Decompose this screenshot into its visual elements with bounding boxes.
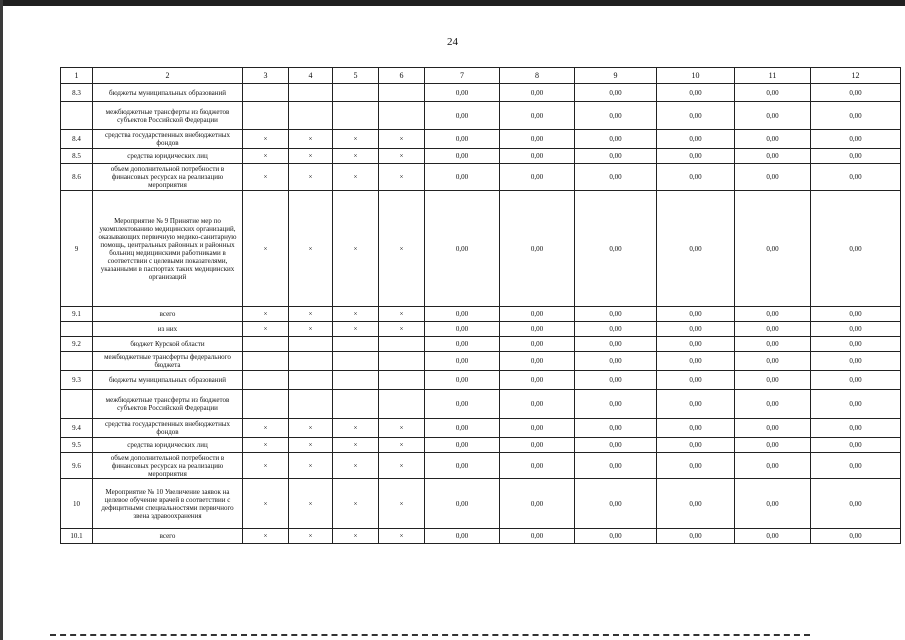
value-cell: 0,00 bbox=[575, 322, 657, 337]
value-cell: 0,00 bbox=[575, 337, 657, 352]
mark-cell bbox=[379, 352, 425, 371]
row-number bbox=[61, 390, 93, 419]
table-row bbox=[61, 390, 901, 419]
column-header: 9 bbox=[575, 68, 657, 84]
value-cell: 0,00 bbox=[811, 322, 901, 337]
budget-table bbox=[60, 67, 901, 544]
mark-cell bbox=[379, 390, 425, 419]
column-header: 2 bbox=[93, 68, 243, 84]
mark-cell: × bbox=[289, 529, 333, 544]
value-cell: 0,00 bbox=[500, 102, 575, 130]
value-cell: 0,00 bbox=[425, 164, 500, 191]
mark-cell bbox=[289, 84, 333, 102]
mark-cell: × bbox=[379, 453, 425, 479]
mark-cell bbox=[243, 102, 289, 130]
mark-cell bbox=[243, 337, 289, 352]
value-cell: 0,00 bbox=[575, 84, 657, 102]
value-cell: 0,00 bbox=[735, 322, 811, 337]
row-number: 10 bbox=[61, 479, 93, 529]
value-cell: 0,00 bbox=[657, 164, 735, 191]
mark-cell bbox=[379, 102, 425, 130]
value-cell: 0,00 bbox=[735, 84, 811, 102]
value-cell: 0,00 bbox=[811, 307, 901, 322]
value-cell: 0,00 bbox=[500, 130, 575, 149]
mark-cell: × bbox=[333, 438, 379, 453]
value-cell: 0,00 bbox=[657, 84, 735, 102]
column-header: 11 bbox=[735, 68, 811, 84]
row-label: из них bbox=[93, 322, 243, 337]
mark-cell: × bbox=[289, 307, 333, 322]
row-number: 8.5 bbox=[61, 149, 93, 164]
row-number: 9.2 bbox=[61, 337, 93, 352]
mark-cell: × bbox=[379, 479, 425, 529]
mark-cell: × bbox=[243, 307, 289, 322]
mark-cell: × bbox=[289, 419, 333, 438]
mark-cell: × bbox=[379, 130, 425, 149]
mark-cell bbox=[289, 337, 333, 352]
value-cell: 0,00 bbox=[811, 419, 901, 438]
row-number: 9.1 bbox=[61, 307, 93, 322]
mark-cell: × bbox=[379, 149, 425, 164]
mark-cell: × bbox=[289, 149, 333, 164]
mark-cell: × bbox=[243, 453, 289, 479]
row-number: 9.5 bbox=[61, 438, 93, 453]
mark-cell: × bbox=[333, 191, 379, 307]
table-row bbox=[61, 371, 901, 390]
value-cell: 0,00 bbox=[500, 438, 575, 453]
mark-cell: × bbox=[243, 479, 289, 529]
mark-cell: × bbox=[289, 438, 333, 453]
value-cell: 0,00 bbox=[425, 529, 500, 544]
column-header: 10 bbox=[657, 68, 735, 84]
mark-cell: × bbox=[289, 479, 333, 529]
row-number: 8.3 bbox=[61, 84, 93, 102]
value-cell: 0,00 bbox=[657, 438, 735, 453]
value-cell: 0,00 bbox=[735, 419, 811, 438]
value-cell: 0,00 bbox=[735, 371, 811, 390]
column-header: 6 bbox=[379, 68, 425, 84]
column-header: 4 bbox=[289, 68, 333, 84]
value-cell: 0,00 bbox=[575, 191, 657, 307]
value-cell: 0,00 bbox=[425, 149, 500, 164]
table-row bbox=[61, 479, 901, 529]
value-cell: 0,00 bbox=[500, 149, 575, 164]
row-label: бюджет Курской области bbox=[93, 337, 243, 352]
column-header: 7 bbox=[425, 68, 500, 84]
mark-cell: × bbox=[333, 453, 379, 479]
table-row bbox=[61, 337, 901, 352]
value-cell: 0,00 bbox=[735, 479, 811, 529]
table-row bbox=[61, 102, 901, 130]
value-cell: 0,00 bbox=[657, 529, 735, 544]
scan-edge-left bbox=[0, 0, 3, 640]
page-number: 24 bbox=[447, 36, 458, 48]
value-cell: 0,00 bbox=[500, 479, 575, 529]
value-cell: 0,00 bbox=[500, 307, 575, 322]
row-label: бюджеты муниципальных образований bbox=[93, 371, 243, 390]
row-label: объем дополнительной потребности в финансовых ресурсах на реализацию мероприятия bbox=[93, 164, 243, 191]
row-number: 9 bbox=[61, 191, 93, 307]
value-cell: 0,00 bbox=[811, 337, 901, 352]
table-header-row bbox=[61, 68, 901, 84]
mark-cell bbox=[379, 371, 425, 390]
value-cell: 0,00 bbox=[575, 149, 657, 164]
mark-cell bbox=[289, 390, 333, 419]
value-cell: 0,00 bbox=[735, 453, 811, 479]
row-number: 10.1 bbox=[61, 529, 93, 544]
table-row bbox=[61, 307, 901, 322]
value-cell: 0,00 bbox=[575, 453, 657, 479]
column-header: 5 bbox=[333, 68, 379, 84]
table-row bbox=[61, 84, 901, 102]
mark-cell: × bbox=[379, 438, 425, 453]
mark-cell: × bbox=[289, 130, 333, 149]
column-header: 8 bbox=[500, 68, 575, 84]
scan-edge-bottom bbox=[50, 634, 810, 639]
column-header: 3 bbox=[243, 68, 289, 84]
value-cell: 0,00 bbox=[811, 352, 901, 371]
row-label: средства юридических лиц bbox=[93, 438, 243, 453]
value-cell: 0,00 bbox=[425, 191, 500, 307]
mark-cell: × bbox=[243, 529, 289, 544]
row-label: всего bbox=[93, 307, 243, 322]
row-number: 9.6 bbox=[61, 453, 93, 479]
value-cell: 0,00 bbox=[811, 102, 901, 130]
value-cell: 0,00 bbox=[500, 337, 575, 352]
value-cell: 0,00 bbox=[811, 130, 901, 149]
value-cell: 0,00 bbox=[575, 130, 657, 149]
mark-cell: × bbox=[243, 130, 289, 149]
table-row bbox=[61, 529, 901, 544]
mark-cell: × bbox=[379, 191, 425, 307]
value-cell: 0,00 bbox=[500, 191, 575, 307]
mark-cell bbox=[289, 352, 333, 371]
value-cell: 0,00 bbox=[811, 529, 901, 544]
mark-cell bbox=[289, 371, 333, 390]
value-cell: 0,00 bbox=[575, 371, 657, 390]
table-row bbox=[61, 130, 901, 149]
value-cell: 0,00 bbox=[575, 102, 657, 130]
value-cell: 0,00 bbox=[735, 337, 811, 352]
row-label: межбюджетные трансферты федерального бюджета bbox=[93, 352, 243, 371]
value-cell: 0,00 bbox=[575, 307, 657, 322]
scan-edge-top bbox=[0, 0, 905, 6]
table-row bbox=[61, 322, 901, 337]
mark-cell bbox=[333, 337, 379, 352]
table-row bbox=[61, 149, 901, 164]
mark-cell: × bbox=[289, 453, 333, 479]
mark-cell bbox=[289, 102, 333, 130]
mark-cell: × bbox=[243, 164, 289, 191]
mark-cell bbox=[243, 390, 289, 419]
mark-cell: × bbox=[243, 149, 289, 164]
value-cell: 0,00 bbox=[425, 337, 500, 352]
row-label: бюджеты муниципальных образований bbox=[93, 84, 243, 102]
column-header: 12 bbox=[811, 68, 901, 84]
value-cell: 0,00 bbox=[657, 130, 735, 149]
value-cell: 0,00 bbox=[735, 164, 811, 191]
value-cell: 0,00 bbox=[500, 84, 575, 102]
value-cell: 0,00 bbox=[575, 438, 657, 453]
row-number bbox=[61, 322, 93, 337]
row-label: средства юридических лиц bbox=[93, 149, 243, 164]
value-cell: 0,00 bbox=[657, 371, 735, 390]
value-cell: 0,00 bbox=[500, 419, 575, 438]
value-cell: 0,00 bbox=[425, 438, 500, 453]
mark-cell bbox=[379, 337, 425, 352]
row-number: 9.4 bbox=[61, 419, 93, 438]
value-cell: 0,00 bbox=[575, 419, 657, 438]
value-cell: 0,00 bbox=[811, 438, 901, 453]
mark-cell bbox=[243, 371, 289, 390]
row-number bbox=[61, 352, 93, 371]
value-cell: 0,00 bbox=[425, 479, 500, 529]
value-cell: 0,00 bbox=[657, 419, 735, 438]
mark-cell: × bbox=[379, 164, 425, 191]
mark-cell: × bbox=[379, 322, 425, 337]
mark-cell: × bbox=[333, 164, 379, 191]
row-label: Мероприятие № 10 Увеличение заявок на целевое обучение врачей в соответствии с дефицитными специальностями первичного звена здравоохранения bbox=[93, 479, 243, 529]
value-cell: 0,00 bbox=[500, 322, 575, 337]
value-cell: 0,00 bbox=[575, 529, 657, 544]
value-cell: 0,00 bbox=[811, 149, 901, 164]
value-cell: 0,00 bbox=[811, 371, 901, 390]
value-cell: 0,00 bbox=[735, 438, 811, 453]
row-label: объем дополнительной потребности в финансовых ресурсах на реализацию мероприятия bbox=[93, 453, 243, 479]
table-row bbox=[61, 352, 901, 371]
value-cell: 0,00 bbox=[575, 352, 657, 371]
value-cell: 0,00 bbox=[425, 419, 500, 438]
mark-cell: × bbox=[333, 149, 379, 164]
mark-cell: × bbox=[379, 307, 425, 322]
value-cell: 0,00 bbox=[657, 307, 735, 322]
row-label: Мероприятие № 9 Принятие мер по укомплектованию медицинских организаций, оказывающих первичную медико-санитарную помощь, центральных районных и районных больниц медицинскими работниками в соответствии с целевыми показателями, указанными в паспортах таких медицинских организаций bbox=[93, 191, 243, 307]
mark-cell bbox=[333, 102, 379, 130]
value-cell: 0,00 bbox=[425, 307, 500, 322]
mark-cell: × bbox=[289, 191, 333, 307]
mark-cell bbox=[333, 352, 379, 371]
value-cell: 0,00 bbox=[500, 371, 575, 390]
row-number: 8.6 bbox=[61, 164, 93, 191]
mark-cell: × bbox=[243, 438, 289, 453]
value-cell: 0,00 bbox=[500, 352, 575, 371]
value-cell: 0,00 bbox=[811, 479, 901, 529]
column-header: 1 bbox=[61, 68, 93, 84]
row-number: 8.4 bbox=[61, 130, 93, 149]
value-cell: 0,00 bbox=[657, 191, 735, 307]
value-cell: 0,00 bbox=[657, 322, 735, 337]
value-cell: 0,00 bbox=[500, 390, 575, 419]
value-cell: 0,00 bbox=[735, 390, 811, 419]
value-cell: 0,00 bbox=[735, 149, 811, 164]
mark-cell: × bbox=[333, 307, 379, 322]
value-cell: 0,00 bbox=[500, 453, 575, 479]
value-cell: 0,00 bbox=[425, 453, 500, 479]
value-cell: 0,00 bbox=[425, 130, 500, 149]
mark-cell bbox=[333, 84, 379, 102]
value-cell: 0,00 bbox=[425, 322, 500, 337]
mark-cell: × bbox=[289, 322, 333, 337]
table-row bbox=[61, 419, 901, 438]
mark-cell: × bbox=[333, 322, 379, 337]
value-cell: 0,00 bbox=[425, 371, 500, 390]
value-cell: 0,00 bbox=[500, 529, 575, 544]
value-cell: 0,00 bbox=[657, 102, 735, 130]
row-label: межбюджетные трансферты из бюджетов субъектов Российской Федерации bbox=[93, 102, 243, 130]
value-cell: 0,00 bbox=[425, 102, 500, 130]
table-row bbox=[61, 453, 901, 479]
value-cell: 0,00 bbox=[425, 390, 500, 419]
mark-cell bbox=[379, 84, 425, 102]
value-cell: 0,00 bbox=[735, 307, 811, 322]
value-cell: 0,00 bbox=[575, 164, 657, 191]
mark-cell: × bbox=[243, 419, 289, 438]
value-cell: 0,00 bbox=[735, 191, 811, 307]
mark-cell: × bbox=[333, 479, 379, 529]
mark-cell: × bbox=[379, 529, 425, 544]
value-cell: 0,00 bbox=[657, 352, 735, 371]
value-cell: 0,00 bbox=[657, 390, 735, 419]
value-cell: 0,00 bbox=[575, 479, 657, 529]
table-row bbox=[61, 164, 901, 191]
row-number bbox=[61, 102, 93, 130]
value-cell: 0,00 bbox=[575, 390, 657, 419]
table-row bbox=[61, 191, 901, 307]
value-cell: 0,00 bbox=[657, 453, 735, 479]
mark-cell: × bbox=[243, 322, 289, 337]
mark-cell bbox=[333, 371, 379, 390]
value-cell: 0,00 bbox=[500, 164, 575, 191]
value-cell: 0,00 bbox=[657, 479, 735, 529]
row-label: всего bbox=[93, 529, 243, 544]
mark-cell: × bbox=[379, 419, 425, 438]
value-cell: 0,00 bbox=[811, 390, 901, 419]
value-cell: 0,00 bbox=[735, 529, 811, 544]
value-cell: 0,00 bbox=[735, 130, 811, 149]
mark-cell: × bbox=[333, 419, 379, 438]
value-cell: 0,00 bbox=[425, 352, 500, 371]
value-cell: 0,00 bbox=[657, 337, 735, 352]
row-label: средства государственных внебюджетных фондов bbox=[93, 130, 243, 149]
value-cell: 0,00 bbox=[657, 149, 735, 164]
table-row bbox=[61, 438, 901, 453]
value-cell: 0,00 bbox=[425, 84, 500, 102]
value-cell: 0,00 bbox=[811, 453, 901, 479]
mark-cell: × bbox=[243, 191, 289, 307]
value-cell: 0,00 bbox=[735, 102, 811, 130]
mark-cell: × bbox=[333, 130, 379, 149]
mark-cell: × bbox=[289, 164, 333, 191]
mark-cell bbox=[243, 352, 289, 371]
value-cell: 0,00 bbox=[811, 84, 901, 102]
value-cell: 0,00 bbox=[811, 191, 901, 307]
row-number: 9.3 bbox=[61, 371, 93, 390]
value-cell: 0,00 bbox=[735, 352, 811, 371]
row-label: межбюджетные трансферты из бюджетов субъектов Российской Федерации bbox=[93, 390, 243, 419]
row-label: средства государственных внебюджетных фондов bbox=[93, 419, 243, 438]
mark-cell: × bbox=[333, 529, 379, 544]
mark-cell bbox=[243, 84, 289, 102]
mark-cell bbox=[333, 390, 379, 419]
value-cell: 0,00 bbox=[811, 164, 901, 191]
